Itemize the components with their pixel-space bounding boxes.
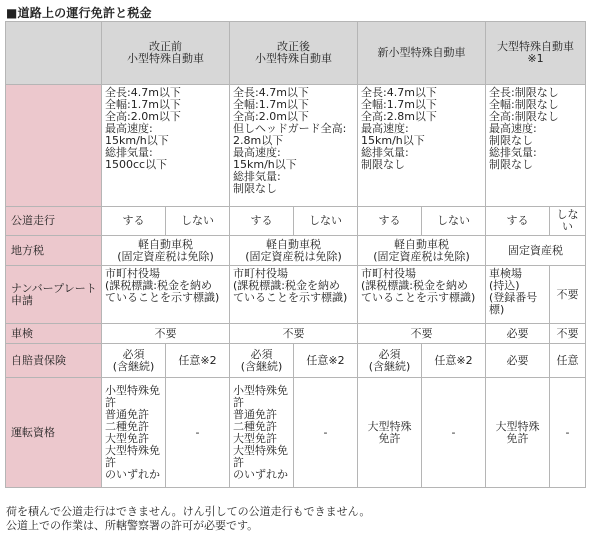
inspection-label: 車検	[6, 324, 102, 344]
road-cell: しない	[422, 207, 486, 236]
inspection-row	[6, 324, 586, 344]
spec-col3: 全長:4.7m以下 全幅:1.7m以下 全高:2.8m以下 最高速度: 15km/h以下 総排気量: 制限なし	[358, 85, 486, 207]
license-cell: -	[166, 378, 230, 488]
road-cell: する	[486, 207, 550, 236]
spec-row	[6, 85, 586, 207]
plate-label: ナンバープレート 申請	[6, 266, 102, 324]
insurance-cell: 必要	[486, 344, 550, 378]
inspection-col3: 不要	[358, 324, 486, 344]
license-cell: 大型特殊 免許	[486, 378, 550, 488]
tax-row	[6, 236, 586, 266]
road-cell: しない	[294, 207, 358, 236]
inspection-col1: 不要	[102, 324, 230, 344]
tax-col2: 軽自動車税 (固定資産税は免除)	[230, 236, 358, 266]
road-cell: する	[358, 207, 422, 236]
header-row	[6, 22, 586, 85]
spec-label	[6, 85, 102, 207]
tax-col1: 軽自動車税 (固定資産税は免除)	[102, 236, 230, 266]
license-cell: 小型特殊免 許 普通免許 二種免許 大型免許 大型特殊免 許 のいずれか	[230, 378, 294, 488]
tax-col3: 軽自動車税 (固定資産税は免除)	[358, 236, 486, 266]
road-row	[6, 207, 586, 236]
inspection-col2: 不要	[230, 324, 358, 344]
road-cell: する	[230, 207, 294, 236]
page-title: ■道路上の運行免許と税金	[6, 6, 152, 20]
insurance-row	[6, 344, 586, 378]
plate-col4b: 不要	[550, 266, 586, 324]
insurance-cell: 任意	[550, 344, 586, 378]
tax-label: 地方税	[6, 236, 102, 266]
insurance-cell: 必須 (含継続)	[358, 344, 422, 378]
insurance-label: 自賠責保険	[6, 344, 102, 378]
header-col3: 新小型特殊自動車	[358, 22, 486, 85]
license-cell: -	[422, 378, 486, 488]
license-cell: 小型特殊免 許 普通免許 二種免許 大型免許 大型特殊免 許 のいずれか	[102, 378, 166, 488]
road-cell: しない	[166, 207, 230, 236]
note-line: 公道上での作業は、所轄警察署の許可が必要です。	[6, 519, 259, 532]
license-cell: 大型特殊 免許	[358, 378, 422, 488]
inspection-col4a: 必要	[486, 324, 550, 344]
insurance-cell: 任意※2	[166, 344, 230, 378]
insurance-cell: 任意※2	[294, 344, 358, 378]
note-line: 荷を積んで公道走行はできません。けん引しての公道走行もできません。	[6, 505, 371, 518]
license-row	[6, 378, 586, 488]
spec-col4: 全長:制限なし 全幅:制限なし 全高:制限なし 最高速度: 制限なし 総排気量: 制限なし	[486, 85, 586, 207]
license-cell: -	[294, 378, 358, 488]
license-label: 運転資格	[6, 378, 102, 488]
insurance-cell: 任意※2	[422, 344, 486, 378]
road-cell: する	[102, 207, 166, 236]
header-blank	[6, 22, 102, 85]
spec-col2: 全長:4.7m以下 全幅:1.7m以下 全高:2.0m以下 但しヘッドガード全高: 2.8m以下 最高速度: 15km/h以下 総排気量: 制限なし	[230, 85, 358, 207]
regulation-table	[5, 21, 586, 488]
plate-row	[6, 266, 586, 324]
plate-col2: 市町村役場 (課税標識:税金を納め ていることを示す標識)	[230, 266, 358, 324]
license-cell: -	[550, 378, 586, 488]
road-label: 公道走行	[6, 207, 102, 236]
plate-col3: 市町村役場 (課税標識:税金を納め ていることを示す標識)	[358, 266, 486, 324]
road-cell: しない	[550, 207, 586, 236]
insurance-cell: 必須 (含継続)	[230, 344, 294, 378]
plate-col1: 市町村役場 (課税標識:税金を納め ていることを示す標識)	[102, 266, 230, 324]
spec-col1: 全長:4.7m以下 全幅:1.7m以下 全高:2.0m以下 最高速度: 15km/h以下 総排気量: 1500cc以下	[102, 85, 230, 207]
header-col2: 改正後 小型特殊自動車	[230, 22, 358, 85]
insurance-cell: 必須 (含継続)	[102, 344, 166, 378]
inspection-col4b: 不要	[550, 324, 586, 344]
header-col4: 大型特殊自動車 ※1	[486, 22, 586, 85]
tax-col4: 固定資産税	[486, 236, 586, 266]
plate-col4a: 車検場 (持込) (登録番号 標)	[486, 266, 550, 324]
header-col1: 改正前 小型特殊自動車	[102, 22, 230, 85]
